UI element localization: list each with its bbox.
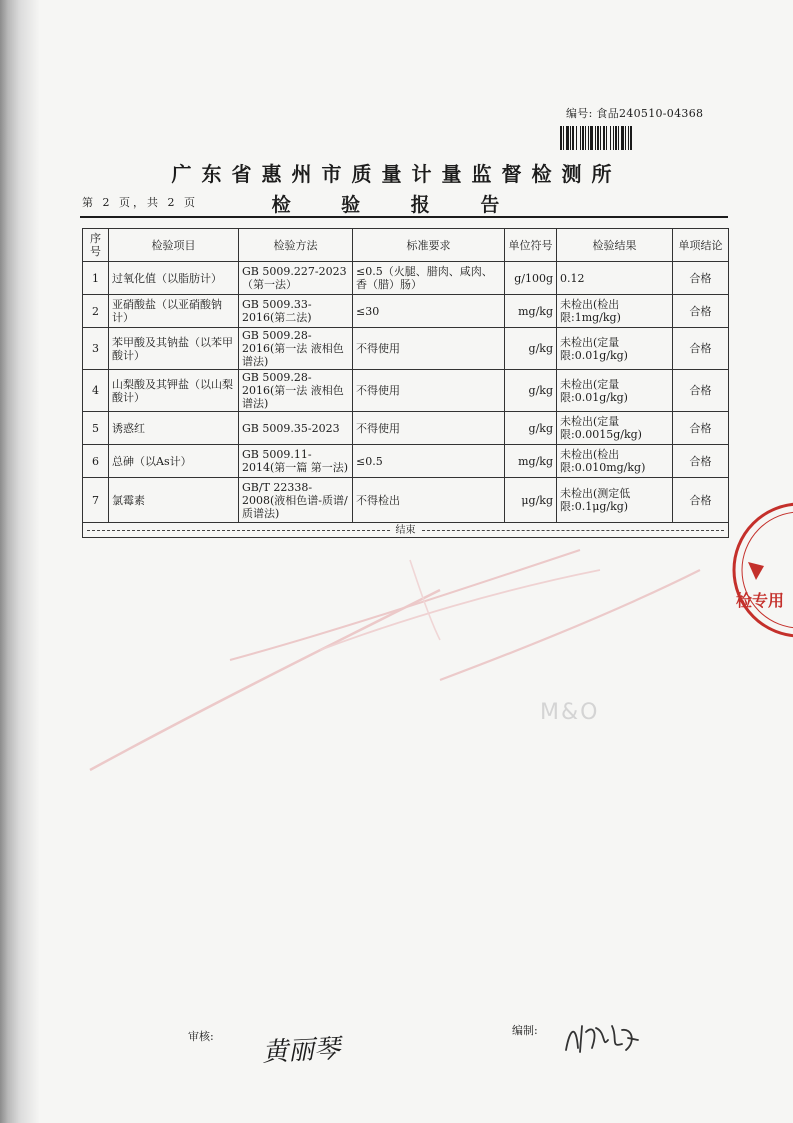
end-dash-left (87, 530, 390, 531)
cell-conclusion: 合格 (673, 328, 729, 370)
col-header-result: 检验结果 (557, 229, 673, 262)
cell-result: 未检出(定量限:0.0015g/kg) (557, 412, 673, 445)
cell-no: 7 (83, 478, 109, 523)
cell-conclusion: 合格 (673, 370, 729, 412)
end-dash-right (422, 530, 725, 531)
cell-item: 山梨酸及其钾盐（以山梨酸计） (109, 370, 239, 412)
report-title: 检 验 报 告 (271, 194, 522, 216)
seal-stamp (718, 500, 793, 640)
table-header-row (83, 229, 729, 262)
cell-unit: g/kg (505, 370, 557, 412)
cell-item: 总砷（以As计） (109, 445, 239, 478)
cell-method: GB/T 22338-2008(液相色谱-质谱/质谱法) (239, 478, 353, 523)
cell-no: 1 (83, 262, 109, 295)
cell-method: GB 5009.28-2016(第一法 液相色谱法) (239, 370, 353, 412)
cell-item: 氯霉素 (109, 478, 239, 523)
cell-unit: mg/kg (505, 295, 557, 328)
table-row (83, 262, 729, 295)
cell-no: 4 (83, 370, 109, 412)
cell-unit: μg/kg (505, 478, 557, 523)
cell-item: 亚硝酸盐（以亚硝酸钠计） (109, 295, 239, 328)
cell-unit: g/100g (505, 262, 557, 295)
compiler-label: 编制: (512, 1024, 538, 1037)
cell-requirement: ≤0.5（火腿、腊肉、咸肉、香（腊）肠） (353, 262, 505, 295)
cell-result: 0.12 (557, 262, 673, 295)
cell-unit: g/kg (505, 328, 557, 370)
table-row (83, 328, 729, 370)
end-marker (87, 524, 724, 537)
cell-requirement: ≤30 (353, 295, 505, 328)
cell-requirement: ≤0.5 (353, 445, 505, 478)
cell-method: GB 5009.11-2014(第一篇 第一法) (239, 445, 353, 478)
cell-conclusion: 合格 (673, 262, 729, 295)
organization-title: 广东省惠州市质量计量监督检测所 (171, 162, 622, 186)
table-row (83, 295, 729, 328)
compiler-signature (562, 1018, 642, 1058)
cell-no: 6 (83, 445, 109, 478)
cell-requirement: 不得检出 (353, 478, 505, 523)
reviewer-label: 审核: (188, 1030, 214, 1043)
report-number: 编号: 食品240510-04368 (566, 107, 704, 120)
col-header-requirement: 标准要求 (353, 229, 505, 262)
cell-result: 未检出(定量限:0.01g/kg) (557, 370, 673, 412)
cell-item: 过氧化值（以脂肪计） (109, 262, 239, 295)
cell-conclusion: 合格 (673, 445, 729, 478)
reviewer-signature: 黄丽琴 (261, 1033, 341, 1069)
cell-conclusion: 合格 (673, 295, 729, 328)
watermark: M&O (540, 700, 600, 725)
col-header-no: 序号 (83, 229, 109, 262)
table-row (83, 370, 729, 412)
cell-method: GB 5009.35-2023 (239, 412, 353, 445)
page-info: 第 2 页，共 2 页 (82, 196, 198, 209)
cell-item: 苯甲酸及其钠盐（以苯甲酸计） (109, 328, 239, 370)
results-table (82, 228, 729, 538)
cell-unit: g/kg (505, 412, 557, 445)
end-row (83, 523, 729, 538)
cell-result: 未检出(测定低限:0.1μg/kg) (557, 478, 673, 523)
barcode (560, 126, 710, 150)
cell-method: GB 5009.33-2016(第二法) (239, 295, 353, 328)
cell-conclusion: 合格 (673, 412, 729, 445)
col-header-item: 检验项目 (109, 229, 239, 262)
col-header-unit: 单位符号 (505, 229, 557, 262)
cell-no: 2 (83, 295, 109, 328)
end-text: 结束 (395, 524, 416, 536)
cell-requirement: 不得使用 (353, 328, 505, 370)
cell-requirement: 不得使用 (353, 412, 505, 445)
table-row (83, 478, 729, 523)
seal-text: 检专用 (736, 591, 785, 610)
cell-conclusion: 合格 (673, 478, 729, 523)
cell-method: GB 5009.227-2023（第一法） (239, 262, 353, 295)
blank-cancel-scribble (80, 530, 720, 790)
table-row (83, 412, 729, 445)
cell-no: 3 (83, 328, 109, 370)
header-rule (80, 216, 728, 218)
cell-method: GB 5009.28-2016(第一法 液相色谱法) (239, 328, 353, 370)
cell-no: 5 (83, 412, 109, 445)
cell-result: 未检出(定量限:0.01g/kg) (557, 328, 673, 370)
cell-item: 诱惑红 (109, 412, 239, 445)
col-header-method: 检验方法 (239, 229, 353, 262)
cell-requirement: 不得使用 (353, 370, 505, 412)
cell-result: 未检出(检出限:1mg/kg) (557, 295, 673, 328)
col-header-conclusion: 单项结论 (673, 229, 729, 262)
cell-unit: mg/kg (505, 445, 557, 478)
cell-result: 未检出(检出限:0.010mg/kg) (557, 445, 673, 478)
table-row (83, 445, 729, 478)
